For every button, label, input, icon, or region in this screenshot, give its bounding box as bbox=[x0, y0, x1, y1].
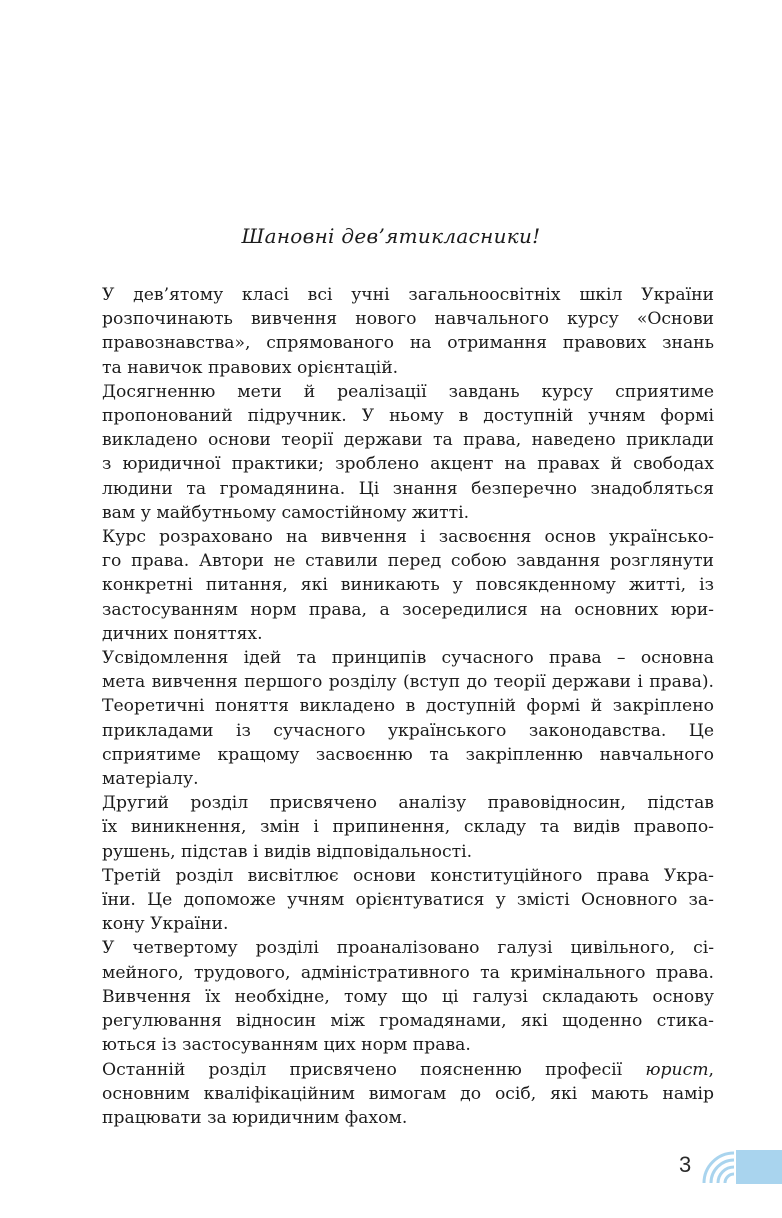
text-line: вам у майбутньому самостійному житті. bbox=[102, 502, 470, 523]
text-line: рушень, підстав і видів відповідальності. bbox=[102, 841, 473, 862]
page-footer bbox=[0, 1150, 782, 1184]
text-line: Теоретичні поняття викладено в доступній формі й закріплено bbox=[102, 696, 714, 717]
italic-term: юрист bbox=[645, 1059, 709, 1080]
text-line: та навичок правових орієнтацій. bbox=[102, 357, 399, 378]
text-span: , bbox=[708, 1059, 714, 1080]
text-line: сприятиме кращому засвоєнню та закріпленню навчального bbox=[102, 744, 714, 765]
paragraph bbox=[74, 525, 714, 646]
page-tab-bar bbox=[736, 1150, 782, 1184]
text-line: У четвертому розділі проаналізовано галузі цивільного, сі- bbox=[102, 938, 714, 959]
text-line: розпочинають вивчення нового навчального курсу «Основи bbox=[102, 309, 714, 330]
text-line: Другий розділ присвячено аналізу правовідносин, підстав bbox=[102, 793, 714, 814]
text-span: Останній розділ присвячено поясненню професії bbox=[102, 1059, 646, 1080]
text-line: го права. Автори не ставили перед собою завдання розглянути bbox=[102, 551, 714, 572]
wave-line bbox=[725, 1174, 734, 1183]
text-line: прикладами із сучасного українського законодавства. Це bbox=[102, 720, 714, 741]
paragraph bbox=[74, 936, 714, 1057]
text-line: Усвідомлення ідей та принципів сучасного права – основна bbox=[102, 648, 714, 669]
text-line: їх виникнення, змін і припинення, складу та видів правопо- bbox=[102, 817, 714, 838]
text-line: Досягненню мети й реалізації завдань курсу сприятиме bbox=[102, 381, 714, 402]
text-line: ються із застосуванням цих норм права. bbox=[102, 1035, 471, 1056]
body-text bbox=[74, 283, 714, 1130]
text-line: Вивчення їх необхідне, тому що ці галузі складають основу bbox=[102, 986, 714, 1007]
text-line: У дев’ятому класі всі учні загальноосвітніх шкіл України bbox=[102, 285, 714, 305]
page-number: 3 bbox=[679, 1152, 692, 1177]
text-line: застосуванням норм права, а зосередилися на основних юри- bbox=[102, 599, 714, 620]
text-line: з юридичної практики; зроблено акцент на правах й свободах bbox=[102, 454, 714, 475]
text-line: Третій розділ висвітлює основи конституційного права Укра- bbox=[102, 865, 714, 886]
text-line: людини та громадянина. Ці знання безперечно знадобляться bbox=[102, 478, 714, 499]
text-line: матеріалу. bbox=[102, 769, 199, 790]
text-line: пропонований підручник. У ньому в доступній учням формі bbox=[102, 406, 714, 427]
text-line: правознавства», спрямованого на отримання правових знань bbox=[102, 333, 714, 354]
paragraph bbox=[74, 283, 714, 380]
text-line: дичних поняттях. bbox=[102, 623, 263, 644]
paragraph bbox=[74, 380, 714, 525]
text-line: конкретні питання, які виникають у повсякденному житті, із bbox=[102, 575, 714, 596]
text-line: кону України. bbox=[102, 914, 229, 935]
text-line: мета вивчення першого розділу (вступ до теорії держави і права). bbox=[102, 672, 714, 693]
text-line: Курс розраховано на вивчення і засвоєння основ українсько- bbox=[102, 527, 714, 548]
text-line: основним кваліфікаційним вимогам до осіб, які мають намір bbox=[102, 1083, 714, 1104]
text-line: мейного, трудового, адміністративного та кримінального права. bbox=[102, 962, 714, 983]
paragraph-last bbox=[74, 1058, 714, 1131]
text-line: працювати за юридичним фахом. bbox=[102, 1107, 408, 1128]
paragraph bbox=[74, 864, 714, 937]
paragraph bbox=[74, 646, 714, 791]
text-line: регулювання відносин між громадянами, які щоденно стика- bbox=[102, 1011, 714, 1032]
paragraph bbox=[74, 791, 714, 864]
text-line bbox=[74, 1058, 714, 1082]
text-line: їни. Це допоможе учням орієнтуватися у змісті Основного за- bbox=[102, 890, 714, 911]
page-title: Шановні дев’ятикласники! bbox=[241, 224, 541, 248]
wave-lines-icon bbox=[700, 1150, 782, 1184]
text-line: викладено основи теорії держави та права, наведено приклади bbox=[102, 430, 714, 451]
